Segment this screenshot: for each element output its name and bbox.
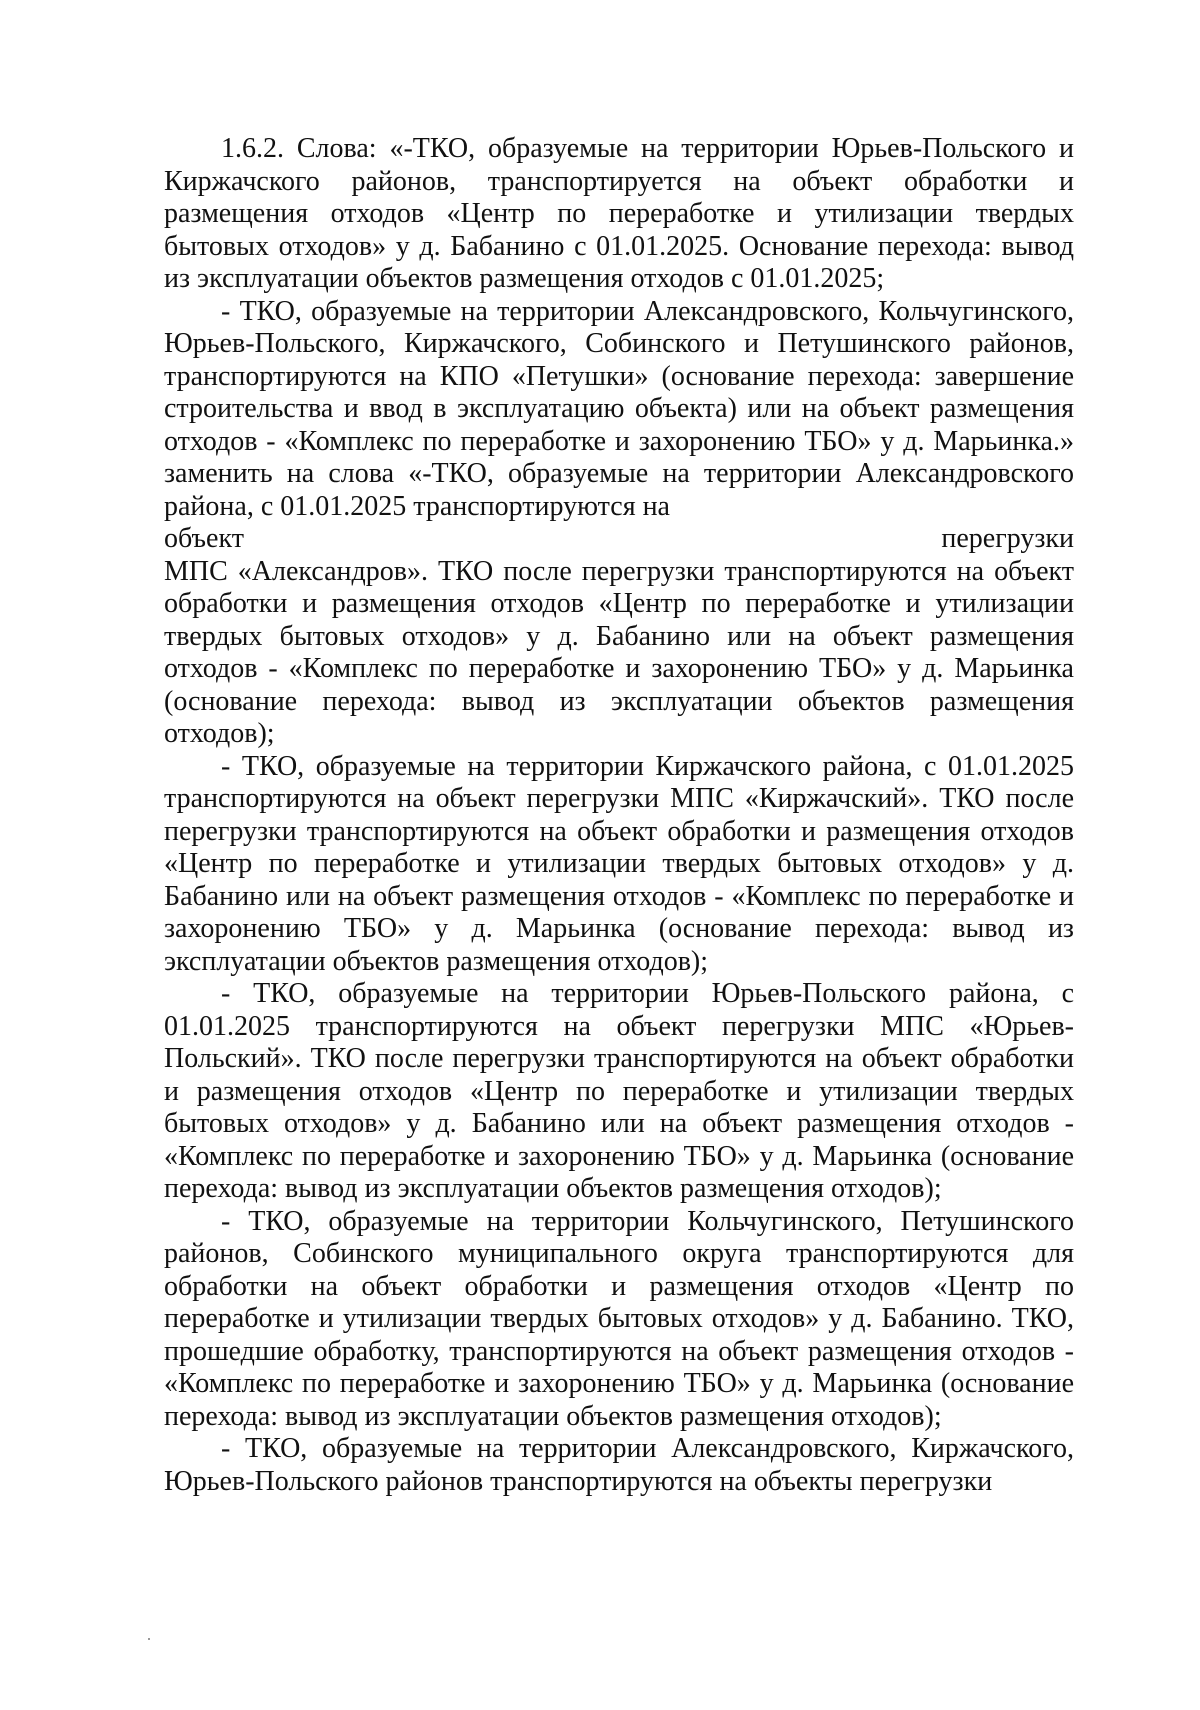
justified-gap-line	[164, 523, 1074, 556]
paragraph-kolchugino-petushki-sobinka: - ТКО, образуемые на территории Кольчугинского, Петушинского районов, Собинского муниципального округа транспортируются для обработки на объект обработки и размещения отходов «Центр по переработке и утилизации твердых бытовых отходов» у д. Бабанино. ТКО, прошедшие обработку, транспортируются на объект размещения отходов - «Комплекс по переработке и захоронению ТБО» у д. Марьинка (основание перехода: вывод из эксплуатации объектов размещения отходов);	[164, 1205, 1074, 1432]
paragraph-final: - ТКО, образуемые на территории Александровского, Киржачского, Юрьев-Польского районов транспортируются на объекты перегрузки	[164, 1433, 1074, 1497]
document-body	[164, 133, 1074, 1498]
paragraph-replacement-words: - ТКО, образуемые на территории Александровского, Кольчугинского, Юрьев-Польского, Киржачского, Собинского и Петушинского районов, транспортируются на КПО «Петушки» (основание перехода: завершение строительства и ввод в эксплуатацию объекта) или на объект размещения отходов - «Комплекс по переработке и захоронению ТБО» у д. Марьинка.» заменить на слова «-ТКО, образуемые на территории Александровского района, с 01.01.2025 транспортируются на	[164, 295, 1074, 522]
paragraph-kirzhach: - ТКО, образуемые на территории Киржачского района, с 01.01.2025 транспортируются на объект перегрузки МПС «Киржачский». ТКО после перегрузки транспортируются на объект обработки и размещения отходов «Центр по переработке и утилизации твердых бытовых отходов» у д. Бабанино или на объект размещения отходов - «Комплекс по переработке и захоронению ТБО» у д. Марьинка (основание перехода: вывод из эксплуатации объектов размещения отходов);	[164, 750, 1074, 977]
scan-speck	[148, 1638, 150, 1640]
paragraph-1-6-2: 1.6.2. Слова: «-ТКО, образуемые на территории Юрьев-Польского и Киржачского районов, транспортируется на объект обработки и размещения отходов «Центр по переработке и утилизации твердых бытовых отходов» у д. Бабанино с 01.01.2025. Основание перехода: вывод из эксплуатации объектов размещения отходов с 01.01.2025;	[164, 133, 1074, 294]
gap-line-right-word: перегрузки	[941, 523, 1074, 554]
gap-line-left-word: объект	[164, 523, 244, 554]
paragraph-aleksandrov-tail: МПС «Александров». ТКО после перегрузки транспортируются на объект обработки и размещения отходов «Центр по переработке и утилизации твердых бытовых отходов» у д. Бабанино или на объект размещения отходов - «Комплекс по переработке и захоронению ТБО» у д. Марьинка (основание перехода: вывод из эксплуатации объектов размещения отходов);	[164, 555, 1074, 749]
paragraph-yuryev-polsky: - ТКО, образуемые на территории Юрьев-Польского района, с 01.01.2025 транспортируются на объект перегрузки МПС «Юрьев-Польский». ТКО после перегрузки транспортируются на объект обработки и размещения отходов «Центр по переработке и утилизации твердых бытовых отходов» у д. Бабанино или на объект размещения отходов - «Комплекс по переработке и захоронению ТБО» у д. Марьинка (основание перехода: вывод из эксплуатации объектов размещения отходов);	[164, 978, 1074, 1204]
